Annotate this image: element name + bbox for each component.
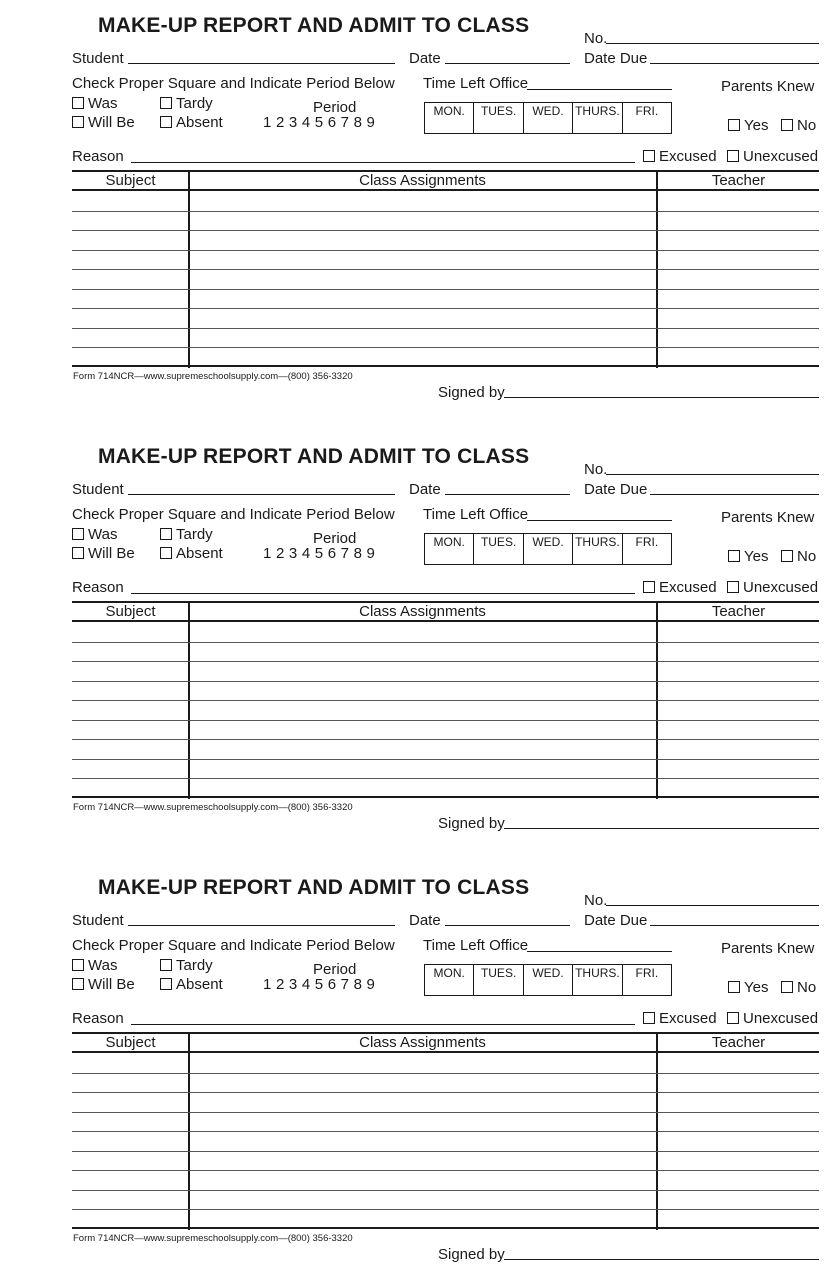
assignments-table <box>72 1032 819 1230</box>
weekday-boxes <box>424 102 672 134</box>
table-header-rule <box>72 1051 819 1053</box>
day-tues[interactable]: TUES. <box>474 103 523 133</box>
will-be-option[interactable] <box>72 545 135 562</box>
period-label: Period <box>313 961 357 978</box>
was-checkbox[interactable] <box>72 528 84 540</box>
excused-label: Excused <box>659 148 717 165</box>
yes-checkbox[interactable] <box>728 119 740 131</box>
weekday-boxes <box>424 533 672 565</box>
was-option[interactable] <box>72 526 117 543</box>
table-row[interactable] <box>72 1131 819 1132</box>
absent-option[interactable] <box>160 545 223 562</box>
date-due-label: Date Due <box>584 912 648 929</box>
day-fri[interactable]: FRI. <box>635 535 659 549</box>
subject-header: Subject <box>105 603 156 620</box>
date-label: Date <box>409 912 441 929</box>
form-title: MAKE-UP REPORT AND ADMIT TO CLASS <box>98 876 530 899</box>
yes-label: Yes <box>744 548 769 565</box>
parents-knew-label: Parents Knew <box>721 509 815 526</box>
date-due-label: Date Due <box>584 50 648 67</box>
date-label: Date <box>409 50 441 67</box>
time-left-office-label: Time Left Office <box>423 75 529 92</box>
parents-knew-label: Parents Knew <box>721 78 815 95</box>
table-bottom-rule <box>72 1227 819 1229</box>
table-row[interactable] <box>72 1151 819 1152</box>
table-row[interactable] <box>72 328 819 329</box>
period-numbers[interactable]: 123456789 <box>263 976 380 993</box>
absent-label: Absent <box>176 114 223 131</box>
time-left-office-field[interactable] <box>527 89 672 90</box>
signed-by-field[interactable] <box>504 1259 819 1260</box>
assignments-header: Class Assignments <box>359 172 486 189</box>
table-row[interactable] <box>72 211 819 212</box>
was-checkbox[interactable] <box>72 959 84 971</box>
reason-field[interactable] <box>131 1024 635 1025</box>
parents-knew-no-option[interactable] <box>781 979 816 996</box>
tardy-checkbox[interactable] <box>160 528 172 540</box>
student-label: Student <box>72 912 124 929</box>
day-mon[interactable]: MON. <box>425 534 474 564</box>
form-number-field[interactable] <box>606 905 819 906</box>
no-checkbox[interactable] <box>781 119 793 131</box>
reason-label: Reason <box>72 579 124 596</box>
day-fri[interactable]: FRI. <box>635 966 659 980</box>
excused-option[interactable] <box>643 579 717 596</box>
table-row[interactable] <box>72 269 819 270</box>
table-bottom-rule <box>72 796 819 798</box>
table-row[interactable] <box>72 720 819 721</box>
will-be-label: Will Be <box>88 114 135 131</box>
absent-checkbox[interactable] <box>160 547 172 559</box>
day-wed[interactable]: WED. <box>524 534 573 564</box>
will-be-option[interactable] <box>72 976 135 993</box>
signed-by-label: Signed by <box>438 384 505 401</box>
table-row[interactable] <box>72 661 819 662</box>
unexcused-option[interactable] <box>727 148 818 165</box>
absent-label: Absent <box>176 545 223 562</box>
form-title: MAKE-UP REPORT AND ADMIT TO CLASS <box>98 445 530 468</box>
student-label: Student <box>72 50 124 67</box>
tardy-checkbox[interactable] <box>160 959 172 971</box>
unexcused-option[interactable] <box>727 1010 818 1027</box>
was-label: Was <box>88 957 118 974</box>
period-label: Period <box>313 530 357 547</box>
check-instruction: Check Proper Square and Indicate Period Below <box>72 75 395 92</box>
tardy-option[interactable] <box>160 95 213 112</box>
form-number-field[interactable] <box>606 43 819 44</box>
tardy-label: Tardy <box>176 957 213 974</box>
was-checkbox[interactable] <box>72 97 84 109</box>
yes-label: Yes <box>744 117 769 134</box>
excused-option[interactable] <box>643 1010 717 1027</box>
table-row[interactable] <box>72 1112 819 1113</box>
table-header-rule <box>72 620 819 622</box>
absent-option[interactable] <box>160 114 223 131</box>
time-left-office-field[interactable] <box>527 951 672 952</box>
form-footer-note: Form 714NCR—www.supremeschoolsupply.com—(800) 356-3320 <box>73 371 353 382</box>
table-header-rule <box>72 189 819 191</box>
time-left-office-field[interactable] <box>527 520 672 521</box>
assignments-header: Class Assignments <box>359 603 486 620</box>
teacher-header: Teacher <box>711 172 766 189</box>
excused-option[interactable] <box>643 148 717 165</box>
unexcused-checkbox[interactable] <box>727 581 739 593</box>
check-instruction: Check Proper Square and Indicate Period Below <box>72 937 395 954</box>
table-row[interactable] <box>72 739 819 740</box>
day-thurs[interactable]: THURS. <box>573 534 622 564</box>
day-mon[interactable]: MON. <box>425 965 474 995</box>
no-label: No <box>797 979 817 996</box>
will-be-label: Will Be <box>88 545 135 562</box>
date-field[interactable] <box>445 63 570 64</box>
day-thurs[interactable]: THURS. <box>573 965 622 995</box>
will-be-option[interactable] <box>72 114 135 131</box>
weekday-boxes <box>424 964 672 996</box>
assignments-table <box>72 170 819 368</box>
time-left-office-label: Time Left Office <box>423 937 529 954</box>
tardy-option[interactable] <box>160 526 213 543</box>
parents-knew-yes-option[interactable] <box>728 117 768 134</box>
day-wed[interactable]: WED. <box>524 965 573 995</box>
will-be-checkbox[interactable] <box>72 978 84 990</box>
no-label: No <box>797 117 817 134</box>
period-numbers[interactable]: 123456789 <box>263 114 380 131</box>
excused-label: Excused <box>659 579 717 596</box>
form-number-label: No. <box>584 892 608 909</box>
was-label: Was <box>88 526 118 543</box>
student-field[interactable] <box>128 925 395 926</box>
check-instruction: Check Proper Square and Indicate Period Below <box>72 506 395 523</box>
day-tues[interactable]: TUES. <box>474 965 523 995</box>
form-number-label: No. <box>584 30 608 47</box>
was-option[interactable] <box>72 957 117 974</box>
teacher-header: Teacher <box>711 1034 766 1051</box>
tardy-checkbox[interactable] <box>160 97 172 109</box>
day-mon[interactable]: MON. <box>425 103 474 133</box>
no-checkbox[interactable] <box>781 981 793 993</box>
will-be-label: Will Be <box>88 976 135 993</box>
period-numbers[interactable]: 123456789 <box>263 545 380 562</box>
subject-header: Subject <box>105 172 156 189</box>
will-be-checkbox[interactable] <box>72 116 84 128</box>
table-bottom-rule <box>72 365 819 367</box>
student-field[interactable] <box>128 494 395 495</box>
parents-knew-no-option[interactable] <box>781 548 816 565</box>
will-be-checkbox[interactable] <box>72 547 84 559</box>
signed-by-label: Signed by <box>438 815 505 832</box>
absent-checkbox[interactable] <box>160 116 172 128</box>
date-due-label: Date Due <box>584 481 648 498</box>
table-row[interactable] <box>72 289 819 290</box>
parents-knew-no-option[interactable] <box>781 117 816 134</box>
excused-checkbox[interactable] <box>643 1012 655 1024</box>
excused-checkbox[interactable] <box>643 581 655 593</box>
no-label: No <box>797 548 817 565</box>
unexcused-checkbox[interactable] <box>727 150 739 162</box>
yes-label: Yes <box>744 979 769 996</box>
time-left-office-label: Time Left Office <box>423 506 529 523</box>
date-due-field[interactable] <box>650 925 819 926</box>
table-row[interactable] <box>72 700 819 701</box>
excused-checkbox[interactable] <box>643 150 655 162</box>
table-row[interactable] <box>72 1092 819 1093</box>
table-row[interactable] <box>72 1073 819 1074</box>
assignments-table <box>72 601 819 799</box>
unexcused-checkbox[interactable] <box>727 1012 739 1024</box>
student-field[interactable] <box>128 63 395 64</box>
parents-knew-yes-option[interactable] <box>728 548 768 565</box>
was-option[interactable] <box>72 95 117 112</box>
reason-label: Reason <box>72 148 124 165</box>
form-footer-note: Form 714NCR—www.supremeschoolsupply.com—(800) 356-3320 <box>73 1233 353 1244</box>
day-thurs[interactable]: THURS. <box>573 103 622 133</box>
tardy-option[interactable] <box>160 957 213 974</box>
unexcused-option[interactable] <box>727 579 818 596</box>
form-number-field[interactable] <box>606 474 819 475</box>
date-field[interactable] <box>445 925 570 926</box>
form-footer-note: Form 714NCR—www.supremeschoolsupply.com—(800) 356-3320 <box>73 802 353 813</box>
table-row[interactable] <box>72 347 819 348</box>
yes-checkbox[interactable] <box>728 550 740 562</box>
signed-by-label: Signed by <box>438 1246 505 1263</box>
date-label: Date <box>409 481 441 498</box>
day-tues[interactable]: TUES. <box>474 534 523 564</box>
yes-checkbox[interactable] <box>728 981 740 993</box>
reason-field[interactable] <box>131 593 635 594</box>
table-row[interactable] <box>72 681 819 682</box>
subject-header: Subject <box>105 1034 156 1051</box>
form-title: MAKE-UP REPORT AND ADMIT TO CLASS <box>98 14 530 37</box>
makeup-report-form <box>0 431 832 831</box>
table-row[interactable] <box>72 1170 819 1171</box>
makeup-report-form <box>0 862 832 1262</box>
unexcused-label: Unexcused <box>743 579 819 596</box>
excused-label: Excused <box>659 1010 717 1027</box>
was-label: Was <box>88 95 118 112</box>
absent-option[interactable] <box>160 976 223 993</box>
unexcused-label: Unexcused <box>743 148 819 165</box>
tardy-label: Tardy <box>176 526 213 543</box>
signed-by-field[interactable] <box>504 397 819 398</box>
reason-field[interactable] <box>131 162 635 163</box>
table-row[interactable] <box>72 642 819 643</box>
table-row[interactable] <box>72 1190 819 1191</box>
absent-label: Absent <box>176 976 223 993</box>
table-row[interactable] <box>72 1209 819 1210</box>
day-wed[interactable]: WED. <box>524 103 573 133</box>
teacher-header: Teacher <box>711 603 766 620</box>
signed-by-field[interactable] <box>504 828 819 829</box>
table-row[interactable] <box>72 308 819 309</box>
no-checkbox[interactable] <box>781 550 793 562</box>
assignments-header: Class Assignments <box>359 1034 486 1051</box>
reason-label: Reason <box>72 1010 124 1027</box>
unexcused-label: Unexcused <box>743 1010 819 1027</box>
date-field[interactable] <box>445 494 570 495</box>
student-label: Student <box>72 481 124 498</box>
table-row[interactable] <box>72 778 819 779</box>
date-due-field[interactable] <box>650 63 819 64</box>
parents-knew-yes-option[interactable] <box>728 979 768 996</box>
table-row[interactable] <box>72 250 819 251</box>
parents-knew-label: Parents Knew <box>721 940 815 957</box>
period-label: Period <box>313 99 357 116</box>
day-fri[interactable]: FRI. <box>635 104 659 118</box>
tardy-label: Tardy <box>176 95 213 112</box>
form-number-label: No. <box>584 461 608 478</box>
table-row[interactable] <box>72 759 819 760</box>
date-due-field[interactable] <box>650 494 819 495</box>
makeup-report-form <box>0 0 832 400</box>
absent-checkbox[interactable] <box>160 978 172 990</box>
table-row[interactable] <box>72 230 819 231</box>
